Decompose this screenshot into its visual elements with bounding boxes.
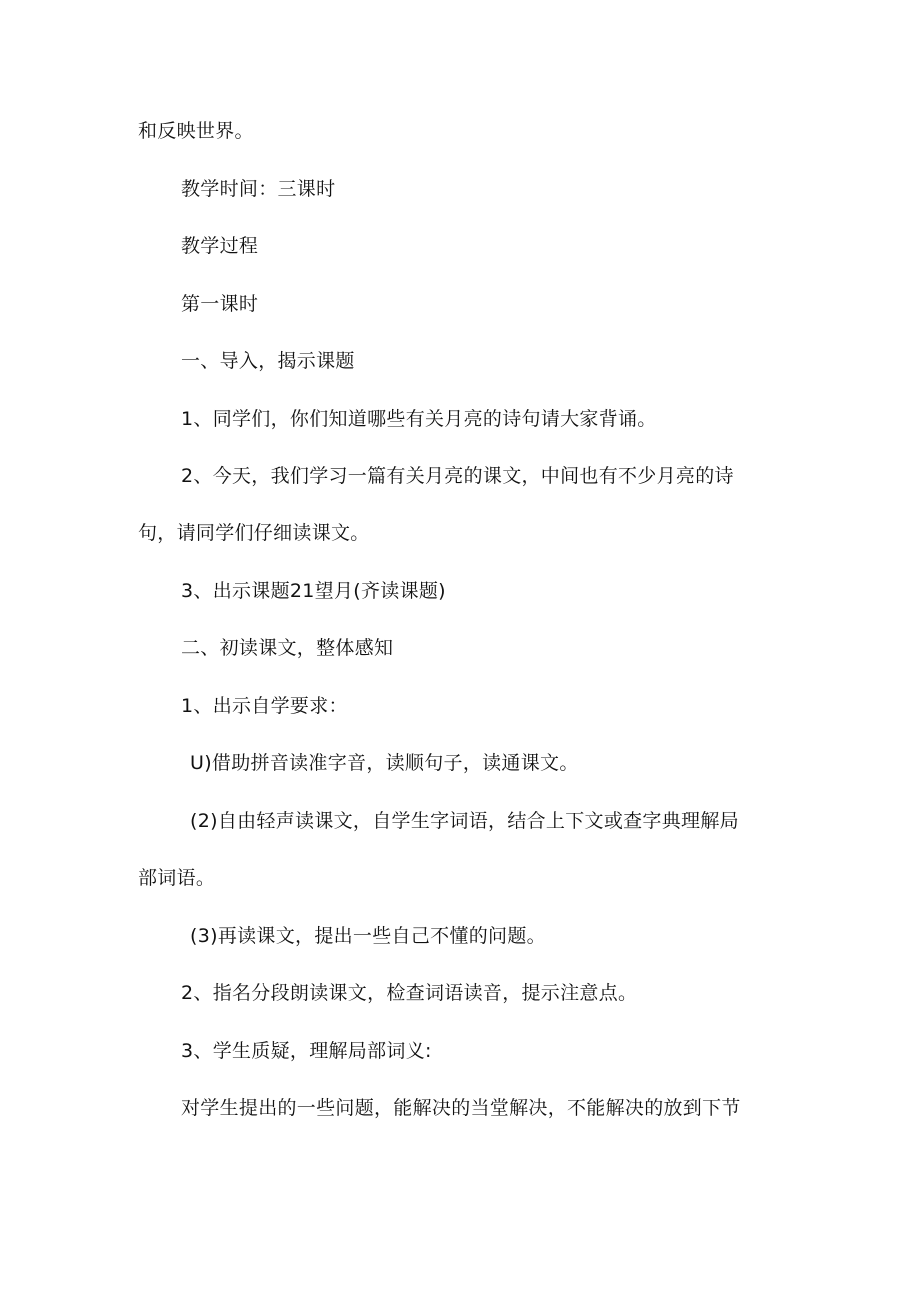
- text-line: 2、今天，我们学习一篇有关月亮的课文，中间也有不少月亮的诗: [181, 465, 734, 487]
- section-heading: 教学过程: [181, 235, 259, 257]
- text-line: 部词语。: [138, 867, 216, 889]
- text-line: 教学时间：三课时: [181, 178, 336, 200]
- text-line: 2、指名分段朗读课文，检查词语读音，提示注意点。: [181, 982, 638, 1004]
- section-heading: 第一课时: [181, 293, 259, 315]
- text-line: 3、学生质疑，理解局部词义:: [181, 1040, 432, 1062]
- section-heading: 一、导入，揭示课题: [181, 350, 355, 372]
- text-line: (3)再读课文，提出一些自己不懂的问题。: [190, 925, 546, 947]
- text-line: (2)自由轻声读课文，自学生字词语，结合上下文或查字典理解局: [190, 810, 739, 832]
- text-line: 和反映世界。: [138, 120, 254, 142]
- text-line: 对学生提出的一些问题，能解决的当堂解决，不能解决的放到下节: [181, 1097, 741, 1119]
- section-heading: 二、初读课文，整体感知: [181, 637, 394, 659]
- text-line: U)借助拼音读准字音，读顺句子，读通课文。: [190, 752, 579, 774]
- text-line: 句，请同学们仔细读课文。: [138, 522, 370, 544]
- text-line: 1、出示自学要求：: [181, 695, 348, 717]
- text-line: 1、同学们，你们知道哪些有关月亮的诗句请大家背诵。: [181, 408, 657, 430]
- text-line: 3、出示课题21望月(齐读课题): [181, 580, 446, 602]
